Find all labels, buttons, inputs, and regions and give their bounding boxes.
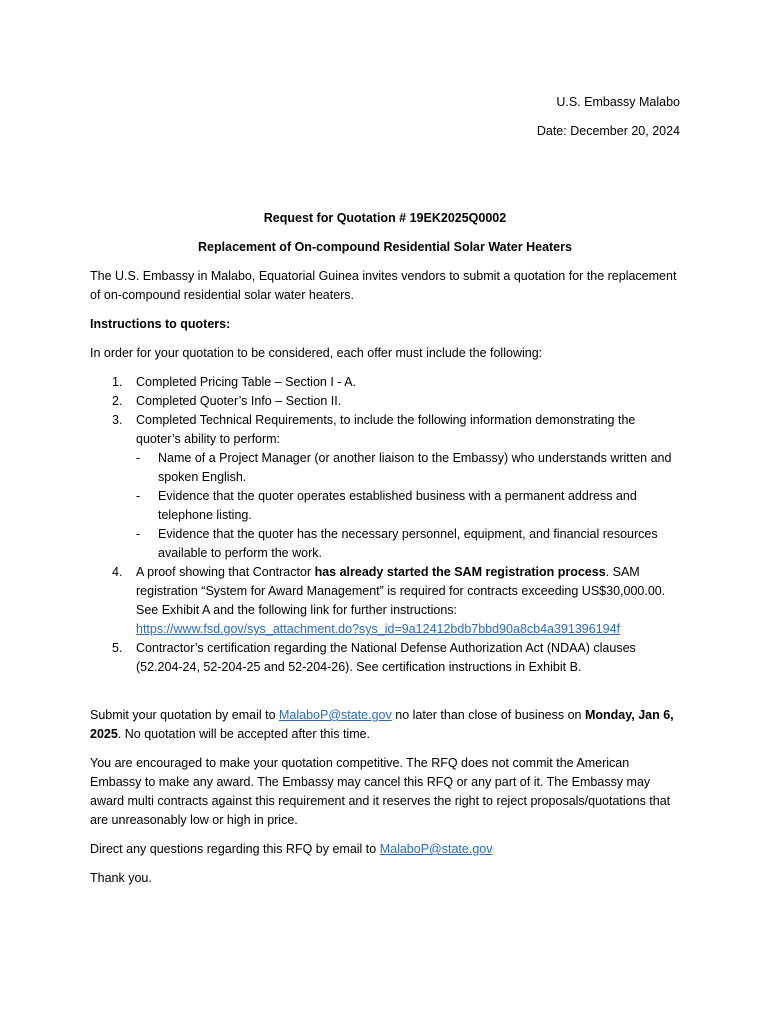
deadline-date: Monday, Jan 6, 2025 [90,708,674,741]
requirement-text-end: . SAM registration “System for Award Management” is required for contracts exceeding US$30,000.00. See Exhibit A and the following link for further instructions: [136,565,666,617]
requirement-text-start: A proof showing that Contractor [136,565,315,579]
submit-paragraph [90,706,680,744]
encourage-paragraph: You are encouraged to make your quotation competitive. The RFQ does not commit the American Embassy to make any award. The Embassy may cancel this RFQ or any part of it. The Embassy may award multi contracts against this requirement and it reserves the right to reject proposals/quotations that are unreasonably low or high in price. [90,756,671,827]
sam-emphasis: has already started the SAM registration process [314,565,606,579]
sublist-item [136,487,680,525]
rfq-subtitle: Replacement of On-compound Residential Solar Water Heaters [198,240,572,254]
submit-text-start: Submit your quotation by email to [90,708,279,722]
document-body [90,267,680,898]
requirement-number: 2. [112,394,123,408]
requirement-text: Completed Quoter’s Info – Section II. [136,394,342,408]
intro-paragraph: The U.S. Embassy in Malabo, Equatorial Guinea invites vendors to submit a quotation for the replacement of on-compound residential solar water heaters. [90,269,677,302]
sublist-text: Evidence that the quoter has the necessary personnel, equipment, and financial resources available to perform the work. [158,527,658,560]
requirement-text: Completed Technical Requirements, to include the following information demonstrating the quoter’s ability to perform: [136,413,636,446]
instructions-heading [90,315,680,334]
questions-text: Direct any questions regarding this RFQ by email to [90,842,380,856]
requirement-item-5 [90,639,680,677]
instructions-lead: In order for your quotation to be considered, each offer must include the following: [90,346,543,360]
sender-line: U.S. Embassy Malabo [556,95,680,109]
requirement-text: Completed Pricing Table – Section I - A. [136,375,357,389]
requirement-number: 3. [112,413,123,427]
requirement-item-4 [90,563,680,639]
requirement-number: 5. [112,641,123,655]
dash-marker: - [136,451,141,465]
instructions-heading-text: Instructions to quoters: [90,317,231,331]
requirement-number: 4. [112,565,123,579]
sam-instructions-link[interactable]: https://www.fsd.gov/sys_attachment.do?sys_id=9a12412bdb7bbd90a8cb4a391396194f [136,622,621,636]
requirement-item-1 [90,373,680,392]
rfq-title: Request for Quotation # 19EK2025Q0002 [263,211,507,225]
dash-marker: - [136,527,141,541]
sublist-text: Evidence that the quoter operates established business with a permanent address and telephone listing. [158,489,637,522]
questions-paragraph [90,840,680,859]
requirement-text: Contractor’s certification regarding the National Defense Authorization Act (NDAA) clauses (52.204-24, 52-204-25 and 52-204-26). See certification instructions in Exhibit B. [136,641,636,674]
submit-email-link[interactable]: MalaboP@state.gov [279,708,392,722]
submit-text-end: . No quotation will be accepted after this time. [117,727,371,741]
sublist-item [136,449,680,487]
dash-marker: - [136,489,141,503]
closing-line: Thank you. [90,871,152,885]
requirement-item-3 [90,411,680,563]
requirement-item-2 [90,392,680,411]
submit-text-middle: no later than close of business on [391,708,585,722]
technical-sublist [136,449,680,563]
sublist-text: Name of a Project Manager (or another liaison to the Embassy) who understands written and spoken English. [158,451,672,484]
sublist-item [136,525,680,563]
date-line: Date: December 20, 2024 [536,124,680,138]
requirements-list [90,373,680,677]
requirement-number: 1. [112,375,123,389]
questions-email-link[interactable]: MalaboP@state.gov [379,842,493,856]
